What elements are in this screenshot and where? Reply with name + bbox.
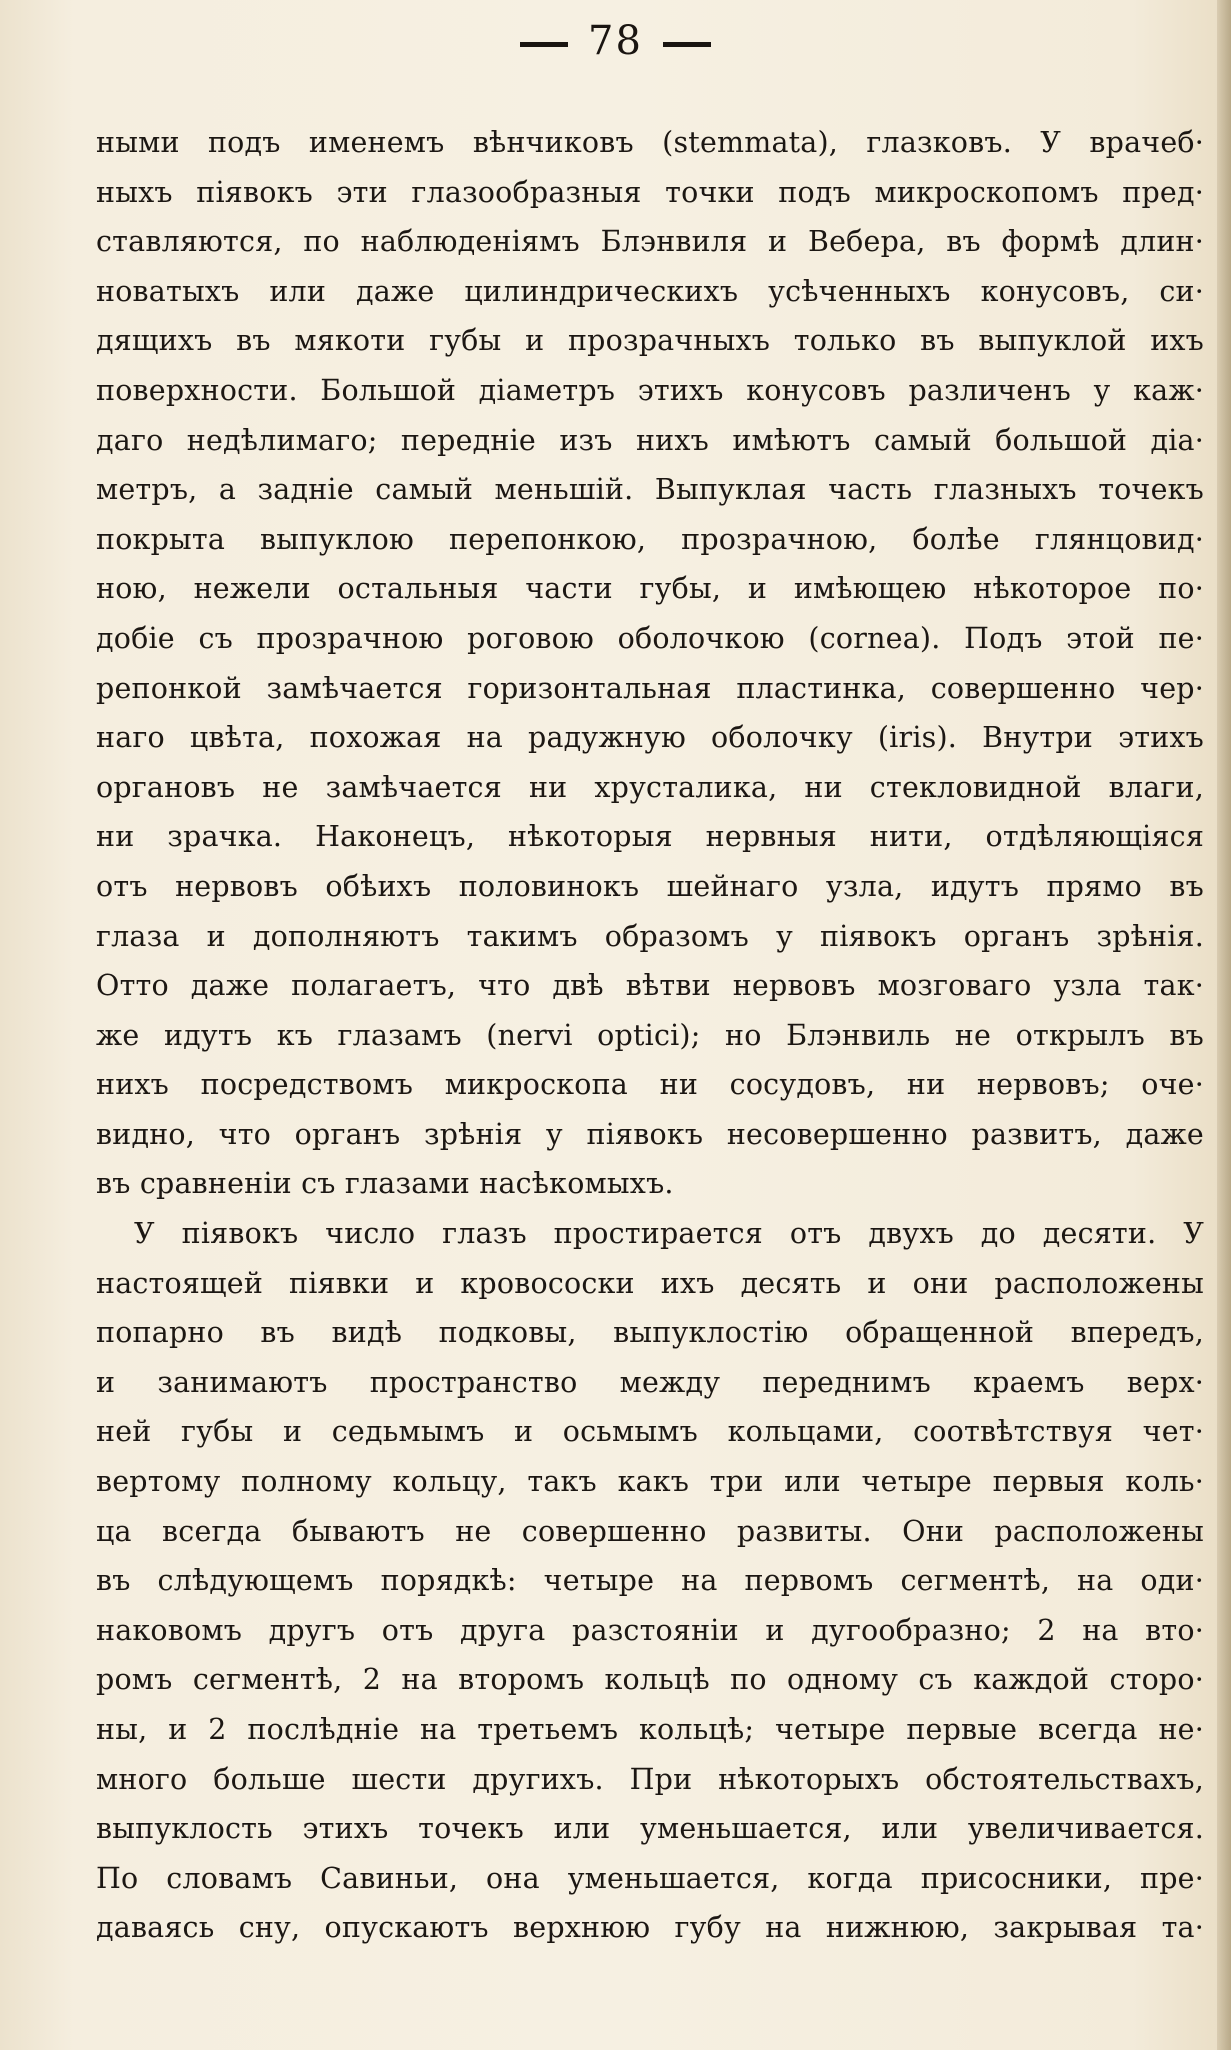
text-line: ными подъ именемъ вѣнчиковъ (stemmata), глазковъ. У врачеб· — [96, 126, 1204, 159]
page-number-value: 78 — [588, 18, 643, 64]
text-line: наго цвѣта, похожая на радужную оболочку (iris). Внутри этихъ — [96, 721, 1204, 755]
page-number-left-dash — [520, 42, 568, 47]
text-line: ставляются, по наблюденіямъ Блэнвиля и Вебера, въ формѣ длин· — [96, 225, 1204, 259]
text-line: Отто даже полагаетъ, что двѣ вѣтви нервовъ мозговаго узла так· — [96, 969, 1204, 1003]
text-line: метръ, а задніе самый меньшій. Выпуклая часть глазныхъ точекъ — [96, 473, 1204, 507]
text-line: выпуклость этихъ точекъ или уменьшается, или увеличивается. — [96, 1812, 1204, 1846]
paragraph-end-line: въ сравненіи съ глазами насѣкомыхъ. — [96, 1167, 674, 1201]
text-line: репонкой замѣчается горизонтальная пластинка, совершенно чер· — [96, 671, 1204, 705]
page-number-right-dash — [663, 42, 711, 47]
text-line: въ слѣдующемъ порядкѣ: четыре на первомъ сегментѣ, на оди· — [96, 1564, 1204, 1598]
text-line: видно, что органъ зрѣнія у піявокъ несовершенно развитъ, даже — [96, 1117, 1204, 1151]
text-line: поверхности. Большой діаметръ этихъ конусовъ различенъ у каж· — [96, 373, 1204, 407]
text-line: ныхъ піявокъ эти глазообразныя точки подъ микроскопомъ пред· — [96, 175, 1204, 209]
text-line: попарно въ видѣ подковы, выпуклостію обращенной впередъ, — [96, 1316, 1204, 1350]
body-text — [96, 118, 1204, 1953]
paragraph-start-line: У піявокъ число глазъ простирается отъ двухъ до десяти. У — [134, 1217, 1204, 1251]
text-line: ны, и 2 послѣдніе на третьемъ кольцѣ; четыре первые всегда не· — [96, 1713, 1204, 1746]
text-line: ни зрачка. Наконецъ, нѣкоторыя нервныя нити, отдѣляющіяся — [96, 820, 1204, 854]
text-line: отъ нервовъ обѣихъ половинокъ шейнаго узла, идутъ прямо въ — [96, 869, 1204, 903]
text-line: покрыта выпуклою перепонкою, прозрачною, болѣе глянцовид· — [96, 522, 1204, 556]
text-line: ца всегда бываютъ не совершенно развиты. Они расположены — [96, 1514, 1204, 1548]
text-line: ною, нежели остальныя части губы, и имѣющею нѣкоторое по· — [96, 572, 1204, 606]
text-line: новатыхъ или даже цилиндрическихъ усѣченныхъ конусовъ, си· — [96, 274, 1204, 308]
text-line: органовъ не замѣчается ни хрусталика, ни стекловидной влаги, — [96, 770, 1204, 804]
text-line: нихъ посредствомъ микроскопа ни сосудовъ, ни нервовъ; оче· — [96, 1068, 1204, 1102]
page-number — [0, 18, 1231, 64]
text-line: ней губы и седьмымъ и осьмымъ кольцами, соотвѣтствуя чет· — [96, 1415, 1204, 1449]
text-line: ромъ сегментѣ, 2 на второмъ кольцѣ по одному съ каждой сторо· — [96, 1663, 1204, 1697]
text-line: наковомъ другъ отъ друга разстояніи и дугообразно; 2 на вто· — [96, 1613, 1204, 1647]
page-edge-shadow — [1217, 0, 1231, 2050]
text-line: даго недѣлимаго; передніе изъ нихъ имѣютъ самый большой діа· — [96, 423, 1204, 457]
text-line: же идутъ къ глазамъ (nervi optici); но Блэнвиль не открылъ въ — [96, 1018, 1204, 1052]
text-line: и занимаютъ пространство между переднимъ краемъ верх· — [96, 1365, 1204, 1399]
text-line: глаза и дополняютъ такимъ образомъ у піявокъ органъ зрѣнія. — [96, 919, 1204, 953]
text-line: настоящей піявки и кровососки ихъ десять и они расположены — [96, 1266, 1204, 1300]
text-line: даваясь сну, опускаютъ верхнюю губу на нижнюю, закрывая та· — [96, 1911, 1204, 1945]
text-line: много больше шести другихъ. При нѣкоторыхъ обстоятельствахъ, — [96, 1762, 1204, 1796]
text-line: добіе съ прозрачною роговою оболочкою (cornea). Подъ этой пе· — [96, 621, 1204, 655]
text-line: дящихъ въ мякоти губы и прозрачныхъ только въ выпуклой ихъ — [96, 324, 1204, 358]
text-line: вертому полному кольцу, такъ какъ три или четыре первыя коль· — [96, 1465, 1204, 1499]
text-line: По словамъ Савиньи, она уменьшается, когда присосники, пре· — [96, 1861, 1204, 1895]
